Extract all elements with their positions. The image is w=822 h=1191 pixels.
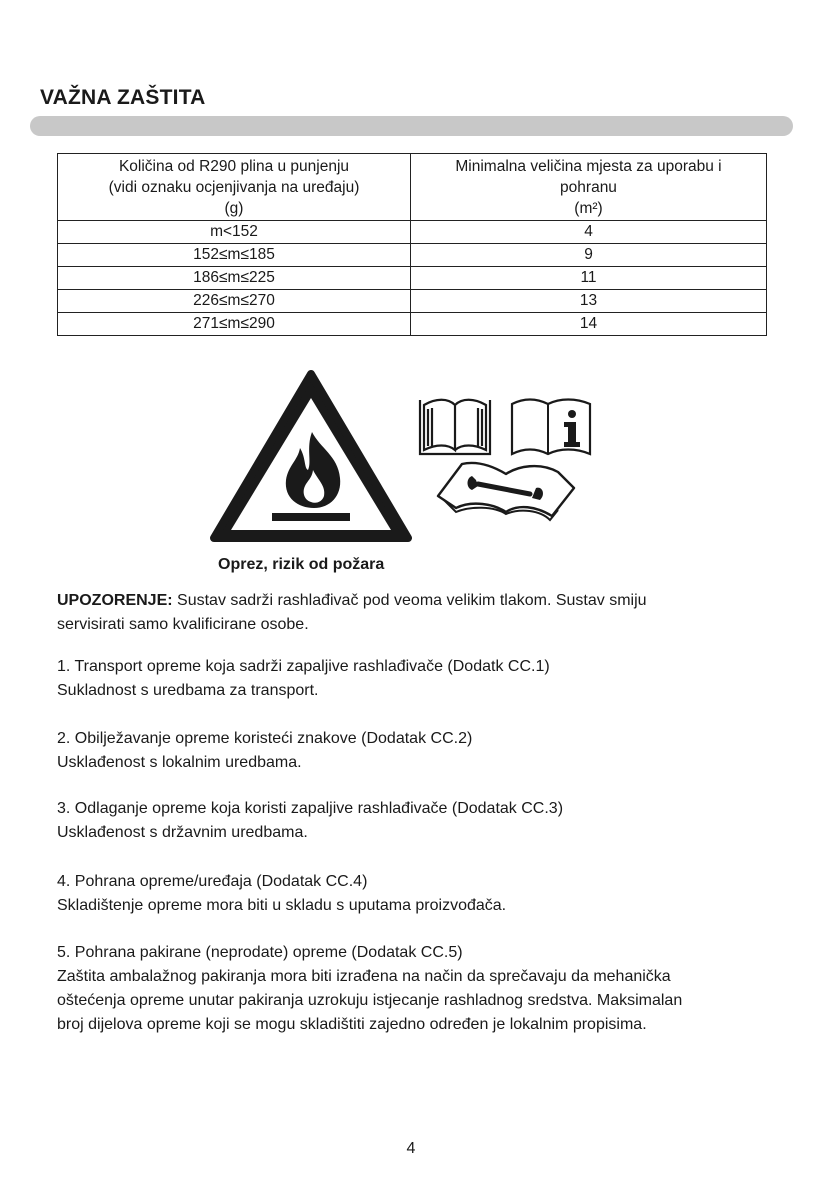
flammable-warning-icon [214, 374, 408, 538]
section-2 [57, 727, 797, 775]
section-text: Zaštita ambalažnog pakiranja mora biti izrađena na način da sprečavaju da mehanička [57, 968, 671, 985]
table-cell: 4 [411, 221, 767, 244]
section-4 [57, 870, 797, 918]
section-text: oštećenja opreme unutar pakiranja uzrokuju istjecanje rashladnog sredstva. Maksimalan [57, 992, 683, 1009]
warning-line-1: UPOZORENJE: Sustav sadrži rashlađivač pod veoma velikim tlakom. Sustav smiju [57, 592, 647, 609]
section-text: Usklađenost s lokalnim uredbama. [57, 754, 302, 771]
section-heading: 1. Transport opreme koja sadrži zapaljive rashlađivače (Dodatk CC.1) [57, 658, 550, 675]
table-cell: 9 [411, 244, 767, 267]
section-5 [57, 941, 797, 1037]
table-header-charge: Količina od R290 plina u punjenju (vidi oznaku ocjenjivanja na uređaju) (g) [58, 154, 411, 221]
warning-line-2: servisirati samo kvalificirane osobe. [57, 616, 309, 633]
table-cell: 14 [411, 313, 767, 336]
section-text: Usklađenost s državnim uredbama. [57, 824, 308, 841]
page-title: VAŽNA ZAŠTITA [40, 86, 206, 109]
safety-symbols [0, 0, 822, 560]
section-heading: 5. Pohrana pakirane (neprodate) opreme (Dodatak CC.5) [57, 944, 463, 961]
table-cell: 226≤m≤270 [58, 290, 411, 313]
service-manual-icon [438, 463, 574, 520]
section-text: Skladištenje opreme mora biti u skladu s uputama proizvođača. [57, 897, 507, 914]
warning-label: UPOZORENJE: [57, 592, 173, 609]
table-cell: 271≤m≤290 [58, 313, 411, 336]
open-book-icon [420, 400, 490, 454]
fire-risk-caption: Oprez, rizik od požara [218, 556, 385, 573]
section-heading: 3. Odlaganje opreme koja koristi zapaljive rashlađivače (Dodatak CC.3) [57, 800, 564, 817]
section-heading: 4. Pohrana opreme/uređaja (Dodatak CC.4) [57, 873, 368, 890]
info-booklet-icon [512, 400, 590, 455]
section-1 [57, 655, 797, 703]
table-cell: m<152 [58, 221, 411, 244]
table-cell: 13 [411, 290, 767, 313]
section-heading: 2. Obilježavanje opreme koristeći znakove (Dodatak CC.2) [57, 730, 473, 747]
table-cell: 152≤m≤185 [58, 244, 411, 267]
table-cell: 11 [411, 267, 767, 290]
page-number: 4 [406, 1140, 416, 1157]
table-cell: 186≤m≤225 [58, 267, 411, 290]
warning-block [57, 589, 797, 637]
section-text: broj dijelova opreme koji se mogu skladištiti zajedno određen je lokalnim propisima. [57, 1016, 647, 1033]
table-header-room-size: Minimalna veličina mjesta za uporabu i pohranu (m²) [411, 154, 767, 221]
section-text: Sukladnost s uredbama za transport. [57, 682, 319, 699]
section-3 [57, 797, 797, 845]
